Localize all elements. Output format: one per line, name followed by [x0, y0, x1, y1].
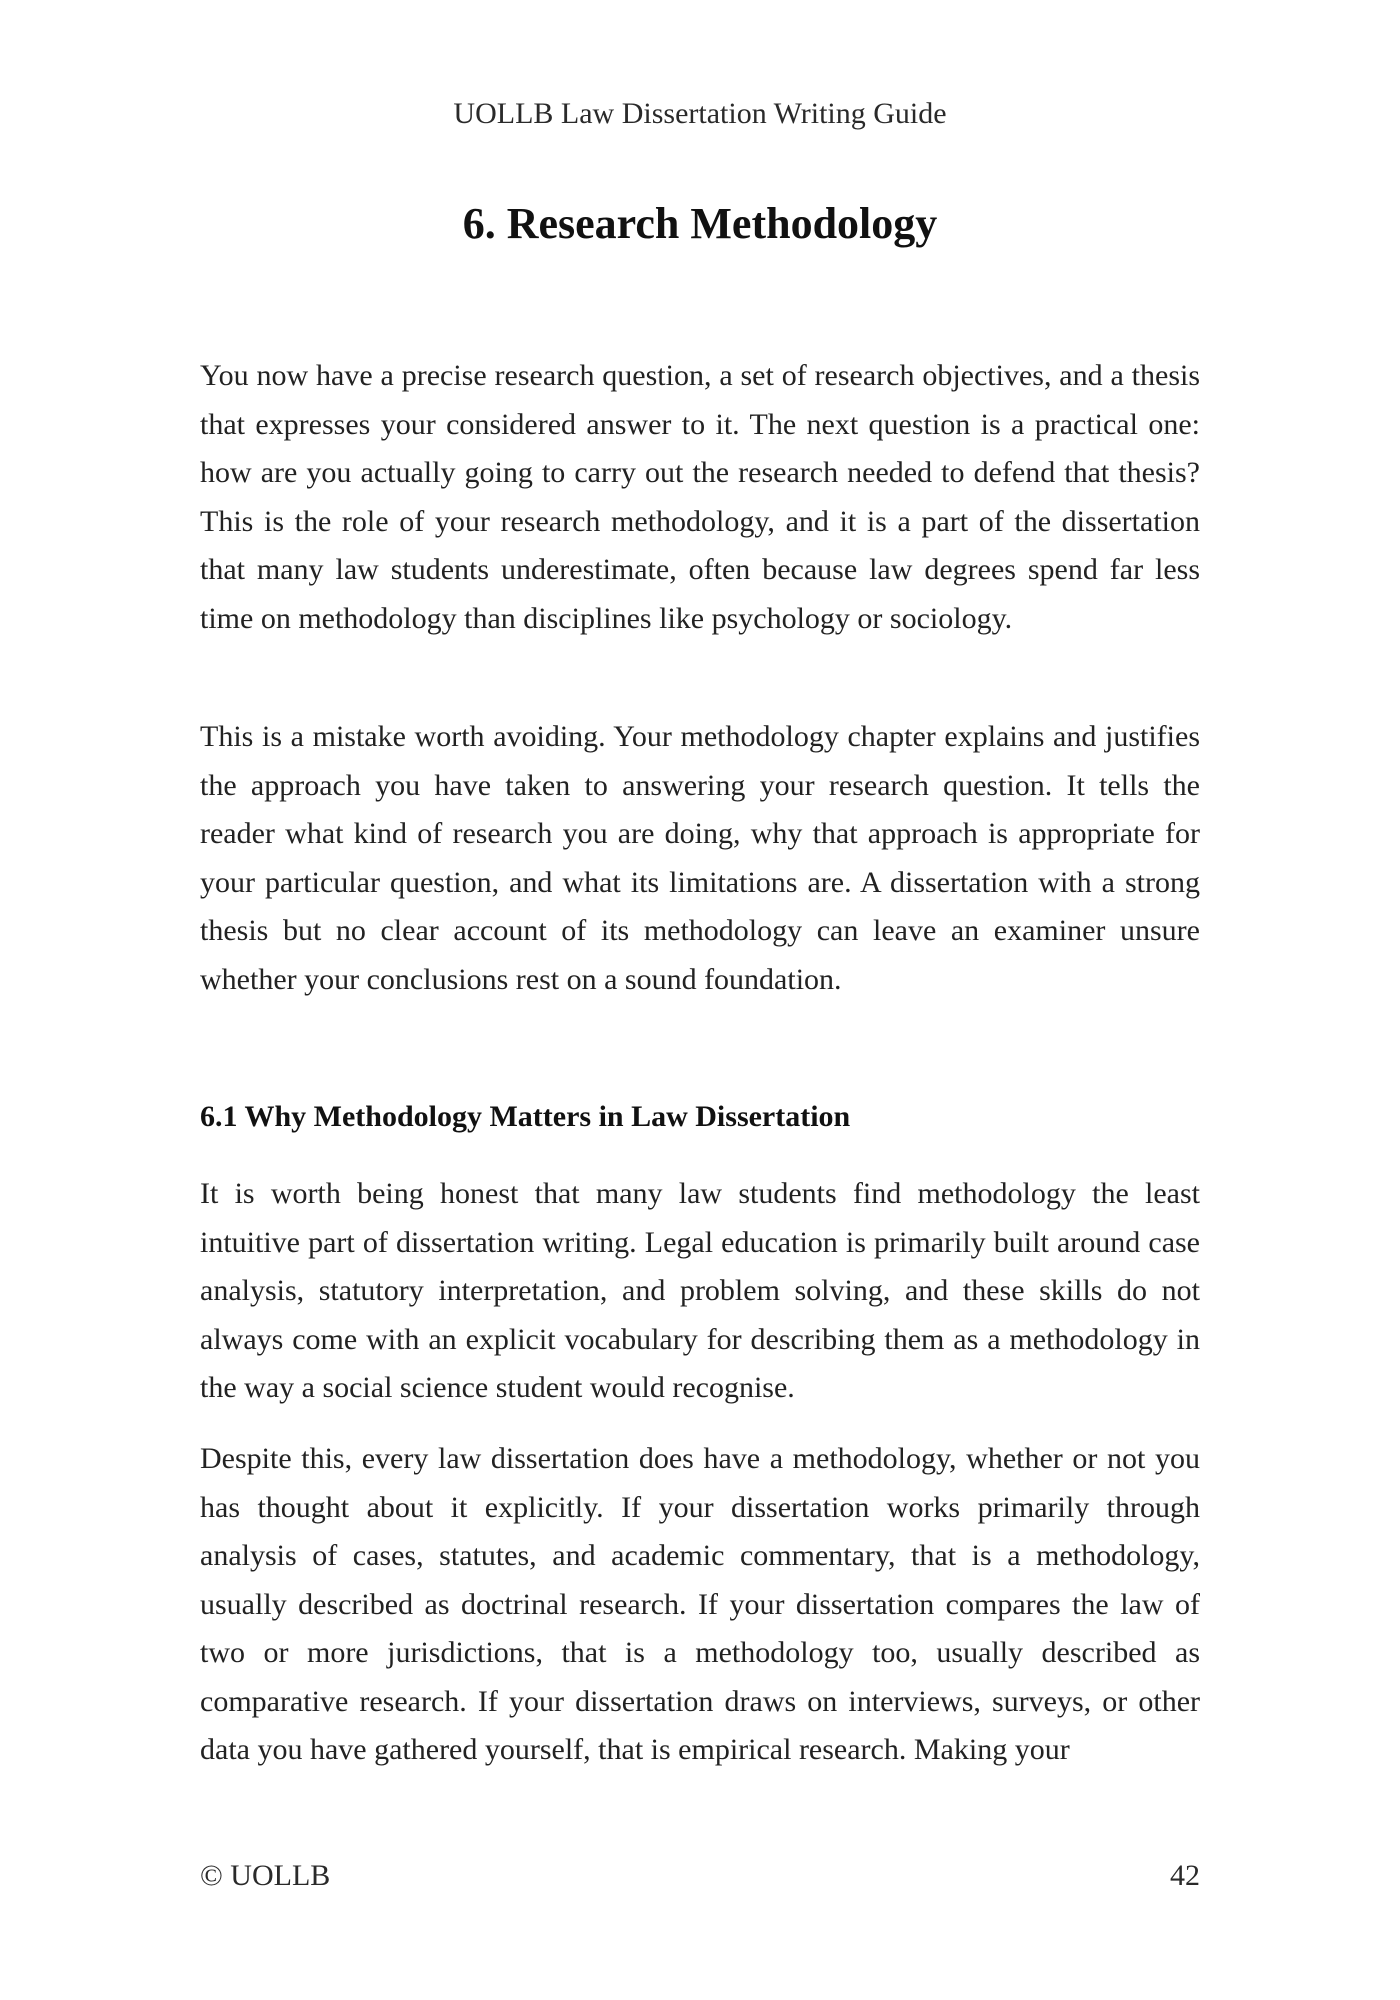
section-heading: 6.1 Why Methodology Matters in Law Dissertation: [200, 1100, 851, 1133]
footer-copyright: © UOLLB: [200, 1859, 331, 1892]
chapter-title: 6. Research Methodology: [462, 199, 938, 248]
section-paragraph-2: Despite this, every law dissertation does have a methodology, whether or not you has thought about it explicitly. If your dissertation works primarily through analysis of cases, statutes, and academic commentary, that is a methodology, usually described as doctrinal research. If your dissertation compares the law of two or more jurisdictions, that is a methodology too, usually described as comparative research. If your dissertation draws on interviews, surveys, or other data you have gathered yourself, that is empirical research. Making your: [200, 1442, 1200, 1766]
page-number: 42: [1170, 1859, 1200, 1892]
intro-paragraph-1: You now have a precise research question, a set of research objectives, and a thesis that expresses your considered answer to it. The next question is a practical one: how are you actually going to carry out the research needed to defend that thesis? This is the role of your research methodology, and it is a part of the dissertation that many law students underestimate, often because law degrees spend far less time on methodology than disciplines like psychology or sociology.: [200, 359, 1200, 635]
section-paragraph-1: It is worth being honest that many law students find methodology the least intuitive part of dissertation writing. Legal education is primarily built around case analysis, statutory interpretation, and problem solving, and these skills do not always come with an explicit vocabulary for describing them as a methodology in the way a social science student would recognise.: [200, 1177, 1200, 1404]
intro-paragraph-2: This is a mistake worth avoiding. Your methodology chapter explains and justifies the approach you have taken to answering your research question. It tells the reader what kind of research you are doing, why that approach is appropriate for your particular question, and what its limitations are. A dissertation with a strong thesis but no clear account of its methodology can leave an examiner unsure whether your conclusions rest on a sound foundation.: [200, 720, 1200, 996]
running-header: UOLLB Law Dissertation Writing Guide: [453, 97, 947, 130]
